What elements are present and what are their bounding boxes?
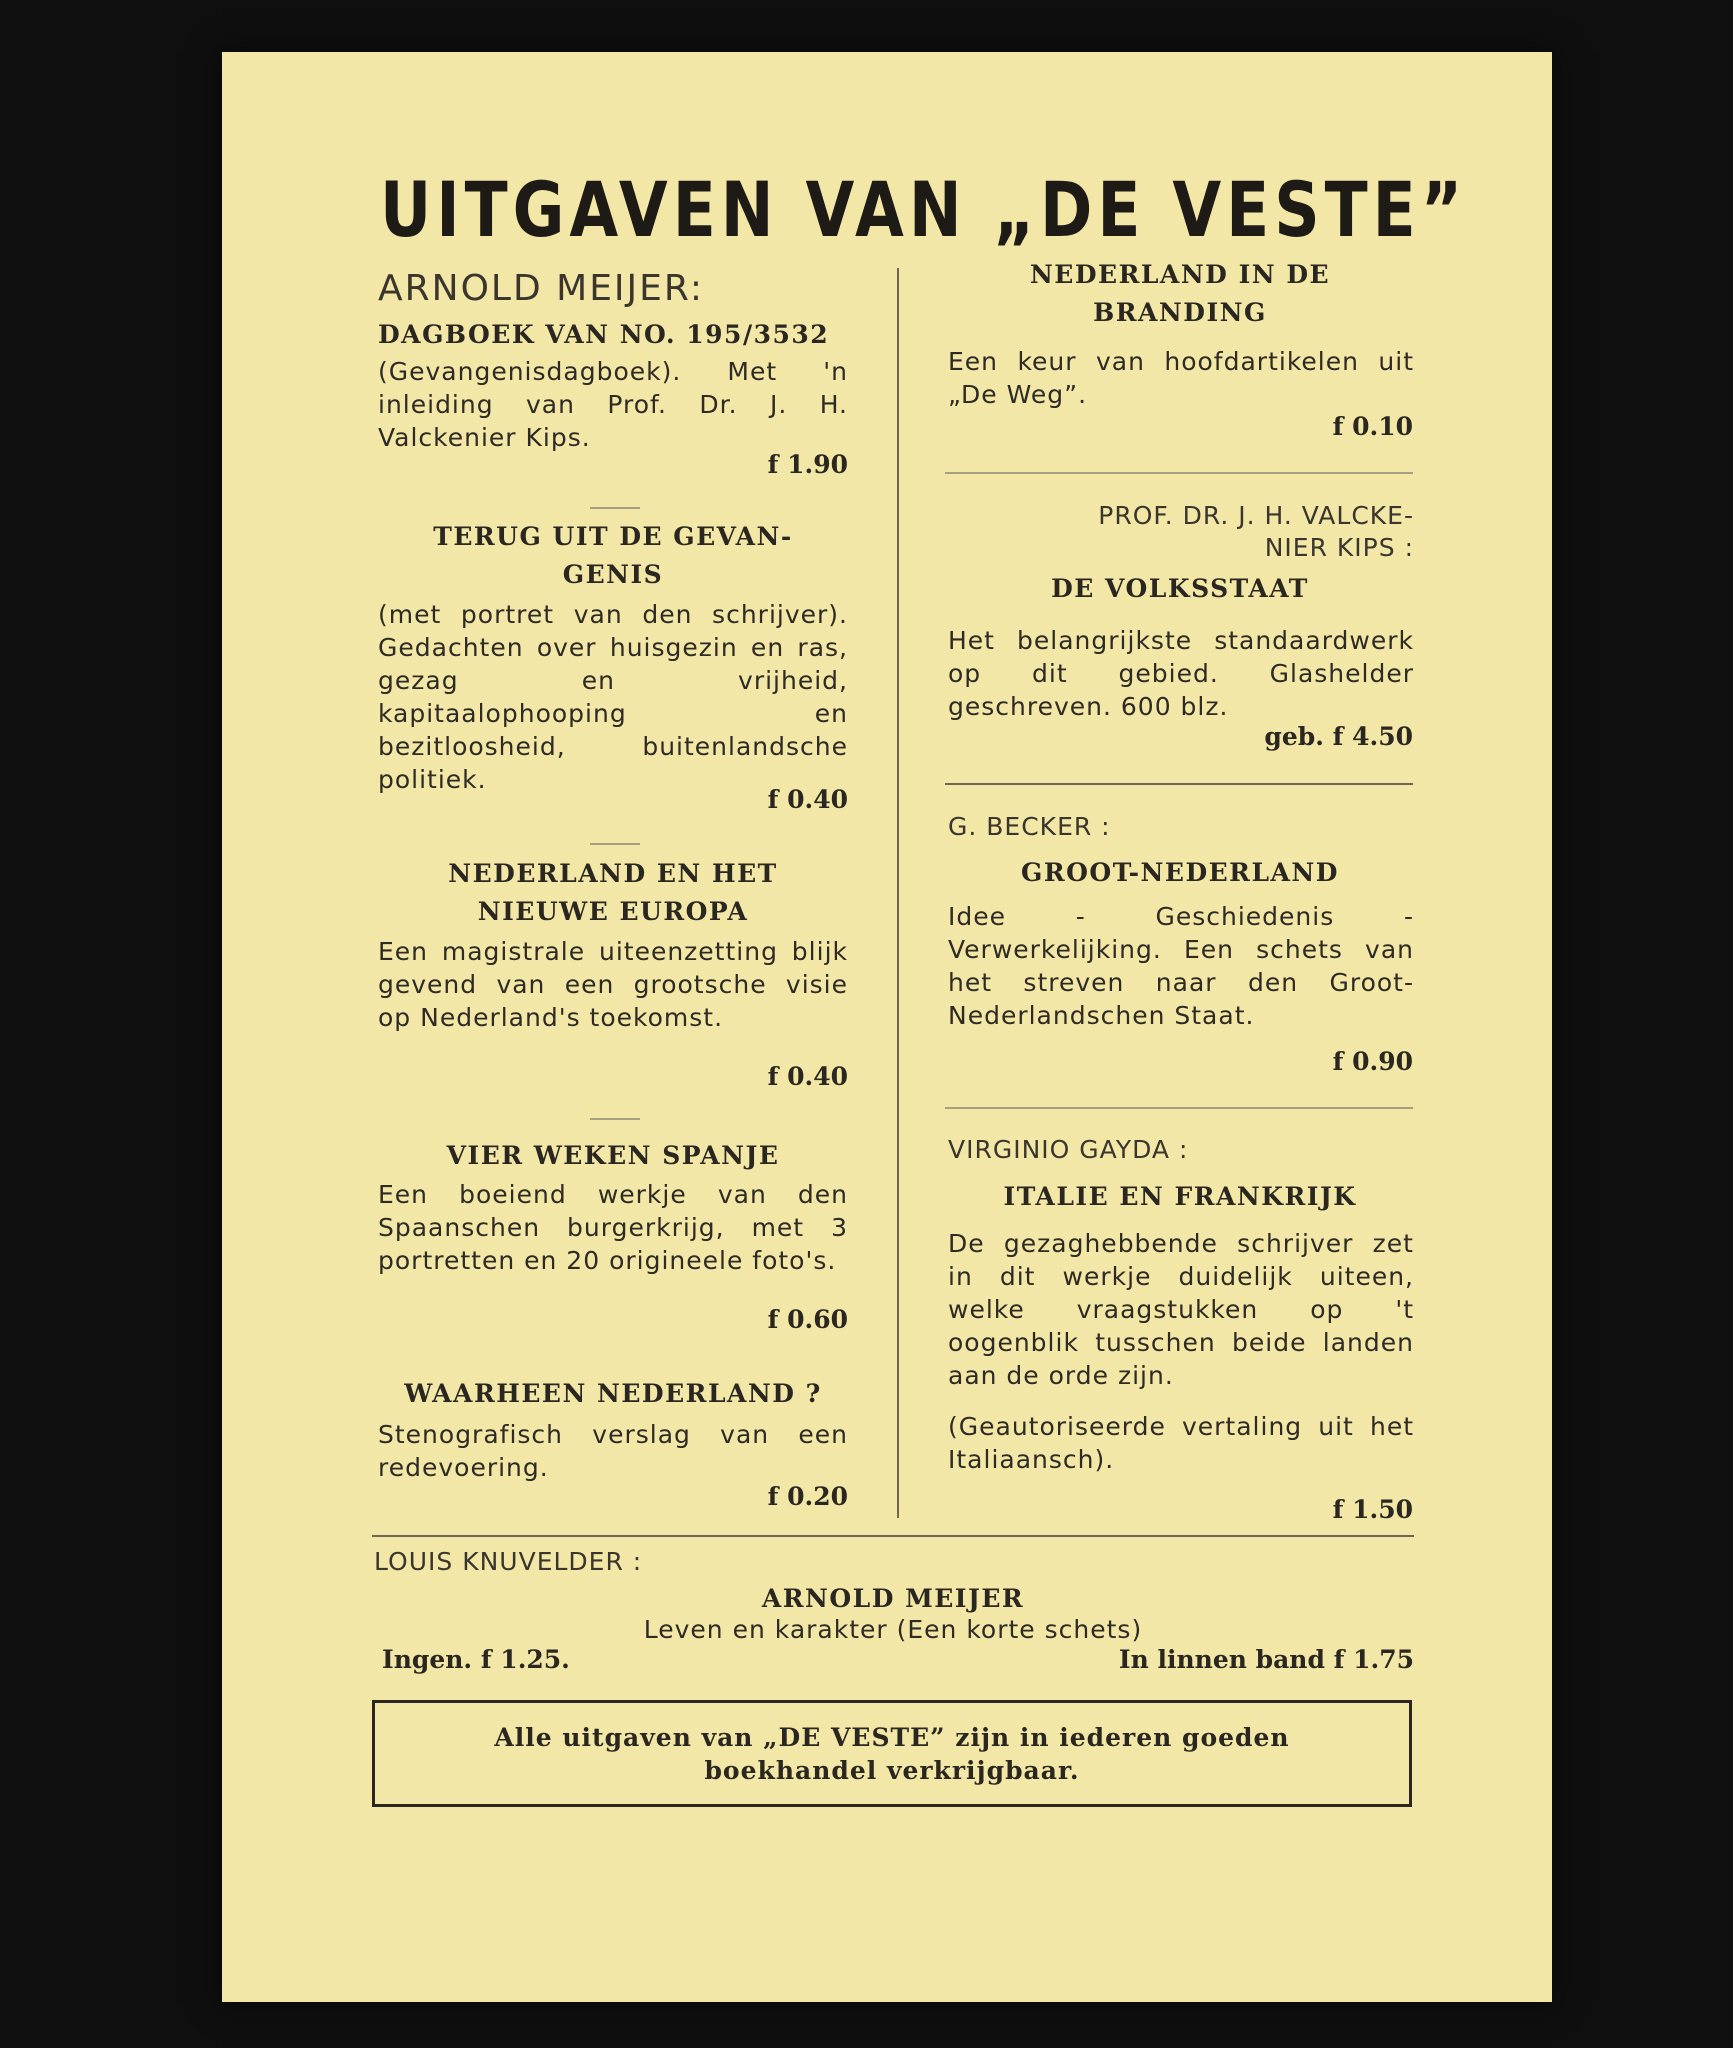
book-title-terug: TERUG UIT DE GEVAN- GENIS [433, 522, 793, 589]
separator [945, 1107, 1413, 1109]
book-desc-branding: Een keur van hoofdartikelen uit „De Weg”. [948, 347, 1414, 409]
book-desc-dagboek: (Gevangenisdagboek). Met 'n inleiding van Prof. Dr. J. H. Valckenier Kips. [378, 357, 848, 452]
book-desc-groot-nederland: Idee - Geschiedenis - Verwerkelijking. Een schets van het streven naar den Groot-Nederlandschen Staat. [948, 902, 1414, 1030]
book-title-dagboek: DAGBOEK VAN NO. 195/3532 [378, 320, 830, 349]
separator [590, 843, 640, 845]
book-price-waarheen: f 0.20 [767, 1482, 848, 1511]
book-price-volksstaat: geb. f 4.50 [1264, 722, 1413, 751]
price-ingen: Ingen. f 1.25. [382, 1645, 570, 1674]
availability-notice-box [372, 1700, 1412, 1807]
author-valckenier-kips: PROF. DR. J. H. VALCKE- NIER KIPS : [1098, 501, 1414, 562]
book-desc-volksstaat: Het belangrijkste standaardwerk op dit gebied. Glashelder geschreven. 600 blz. [948, 626, 1414, 721]
book-desc-waarheen: Stenografisch verslag van een redevoering. [378, 1420, 848, 1482]
book-desc-italie: De gezaghebbende schrijver zet in dit werkje duidelijk uiteen, welke vraagstukken op 't oogenblik tusschen beide landen aan de orde zijn. [948, 1229, 1414, 1390]
book-price-branding: f 0.10 [1332, 412, 1413, 441]
price-linnen-band: In linnen band f 1.75 [1118, 1645, 1414, 1674]
separator [590, 507, 640, 509]
book-title-nederland-europa: NEDERLAND EN HET NIEUWE EUROPA [448, 859, 778, 926]
book-title-arnold-meijer: ARNOLD MEIJER [761, 1584, 1025, 1613]
book-price-italie: f 1.50 [1332, 1495, 1413, 1524]
availability-notice: Alle uitgaven van „DE VESTE” zijn in iederen goeden boekhandel verkrijgbaar. [494, 1722, 1290, 1785]
book-subtitle-arnold-meijer: Leven en karakter (Een korte schets) [643, 1615, 1143, 1644]
author-knuvelder: LOUIS KNUVELDER : [374, 1547, 643, 1576]
separator [945, 472, 1413, 474]
book-note-italie: (Geautoriseerde vertaling uit het Italiaansch). [948, 1412, 1414, 1474]
book-desc-terug: (met portret van den schrijver). Gedachten over huisgezin en ras, gezag en vrijheid, kapitaalophooping en bezitloosheid, buitenlandsche politiek. [378, 600, 848, 794]
author-gayda: VIRGINIO GAYDA : [948, 1135, 1189, 1164]
column-divider [897, 268, 899, 1518]
separator [945, 783, 1413, 785]
book-title-groot-nederland: GROOT-NEDERLAND [1021, 858, 1339, 887]
book-desc-nederland-europa: Een magistrale uiteenzetting blijk gevend van een grootsche visie op Nederland's toekomst. [378, 937, 848, 1032]
book-price-dagboek: f 1.90 [767, 450, 848, 479]
author-arnold-meijer: ARNOLD MEIJER: [378, 268, 704, 309]
book-title-branding: NEDERLAND IN DE BRANDING [1029, 260, 1331, 327]
page-title: UITGAVEN VAN „DE VESTE” [380, 165, 1468, 254]
book-price-spanje: f 0.60 [767, 1305, 848, 1334]
book-title-volksstaat: DE VOLKSSTAAT [1051, 574, 1309, 603]
book-desc-spanje: Een boeiend werkje van den Spaanschen burgerkrijg, met 3 portretten en 20 origineele foto's. [378, 1180, 848, 1275]
book-title-italie: ITALIE EN FRANKRIJK [1003, 1182, 1357, 1211]
author-becker: G. BECKER : [948, 812, 1111, 841]
book-price-nederland-europa: f 0.40 [767, 1062, 848, 1091]
separator [590, 1118, 640, 1120]
book-title-spanje: VIER WEKEN SPANJE [446, 1141, 780, 1170]
separator [372, 1535, 1414, 1537]
book-price-terug: f 0.40 [767, 785, 848, 814]
book-title-waarheen: WAARHEEN NEDERLAND ? [404, 1379, 822, 1408]
book-price-groot-nederland: f 0.90 [1332, 1047, 1413, 1076]
